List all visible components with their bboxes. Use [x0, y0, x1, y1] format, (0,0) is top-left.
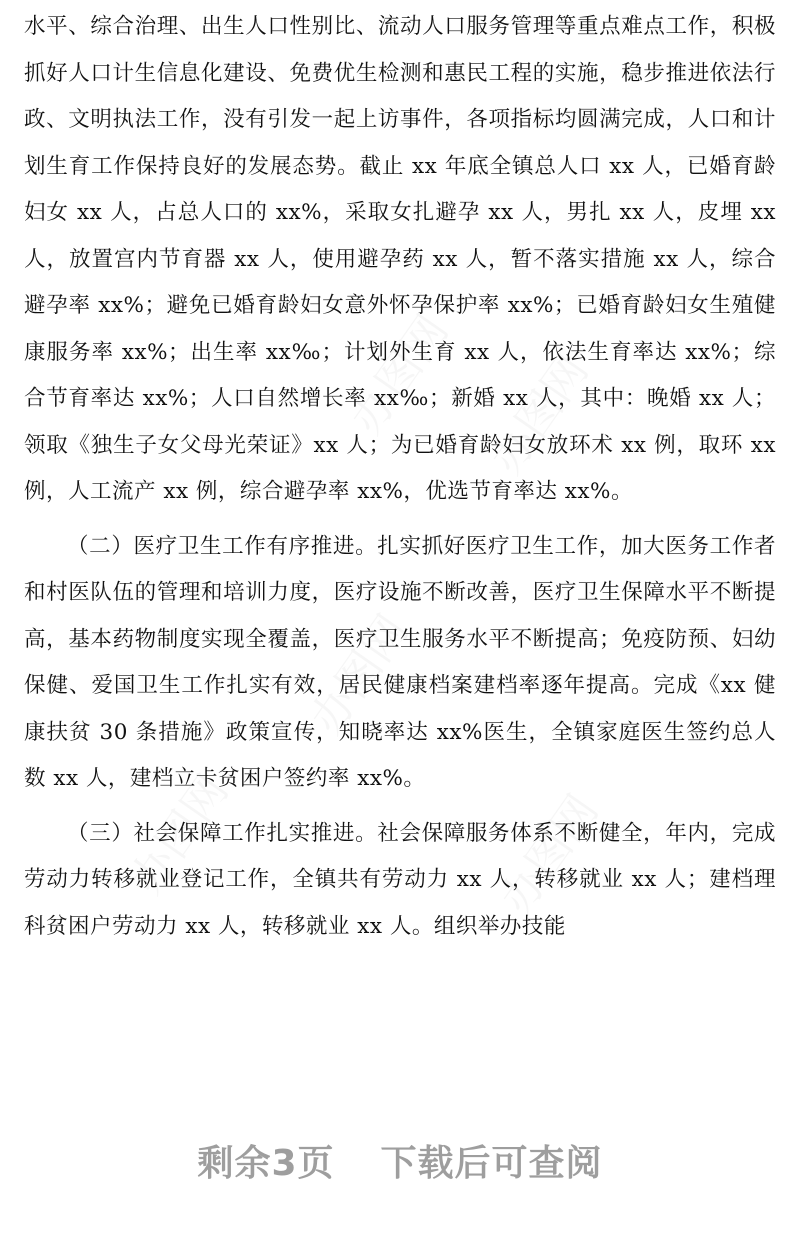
paragraph-medical-health: （二）医疗卫生工作有序推进。扎实抓好医疗卫生工作，加大医务工作者和村医队伍的管理和培训力度，医疗设施不断改善，医疗卫生保障水平不断提高，基本药物制度实现全覆盖，医疗卫生服务水平不断提高；免疫防预、妇幼保健、爱国卫生工作扎实有效，居民健康档案建档率逐年提高。完成《xx 健康扶贫 30 条措施》政策宣传，知晓率达 xx%医生，全镇家庭医生签约总人数 xx 人，建档立卡贫困户签约率 xx%。: [24, 533, 776, 791]
remaining-pages-label: 剩余3页: [197, 1142, 335, 1184]
paragraph-social-security: （三）社会保障工作扎实推进。社会保障服务体系不断健全，年内，完成劳动力转移就业登记工作，全镇共有劳动力 xx 人，转移就业 xx 人；建档理科贫困户劳动力 xx 人，转移就业 xx 人。组织举办技能: [24, 820, 776, 939]
download-hint-label[interactable]: 下载后可查阅: [380, 1142, 603, 1184]
paragraph-population-statistics: 水平、综合治理、出生人口性别比、流动人口服务管理等重点难点工作，积极抓好人口计生信息化建设、免费优生检测和惠民工程的实施，稳步推进依法行政、文明执法工作，没有引发一起上访事件，各项指标均圆满完成，人口和计划生育工作保持良好的发展态势。截止 xx 年底全镇总人口 xx 人，已婚育龄妇女 xx 人，占总人口的 xx%，采取女扎避孕 xx 人，男扎 xx 人，皮埋 xx 人，放置宫内节育器 xx 人，使用避孕药 xx 人，暂不落实措施 xx 人，综合避孕率 xx%；避免已婚育龄妇女意外怀孕保护率 xx%；已婚育龄妇女生殖健康服务率 xx%；出生率 xx‰；计划外生育 xx 人，依法生育率达 xx%；综合节育率达 xx%；人口自然增长率 xx‰；新婚 xx 人，其中：晚婚 xx 人；领取《独生子女父母光荣证》xx 人；为已婚育龄妇女放环术 xx 例，取环 xx 例，人工流产 xx 例，综合避孕率 xx%，优选节育率达 xx%。: [24, 14, 776, 504]
document-body: [24, 4, 776, 950]
download-banner[interactable]: [0, 1130, 800, 1190]
